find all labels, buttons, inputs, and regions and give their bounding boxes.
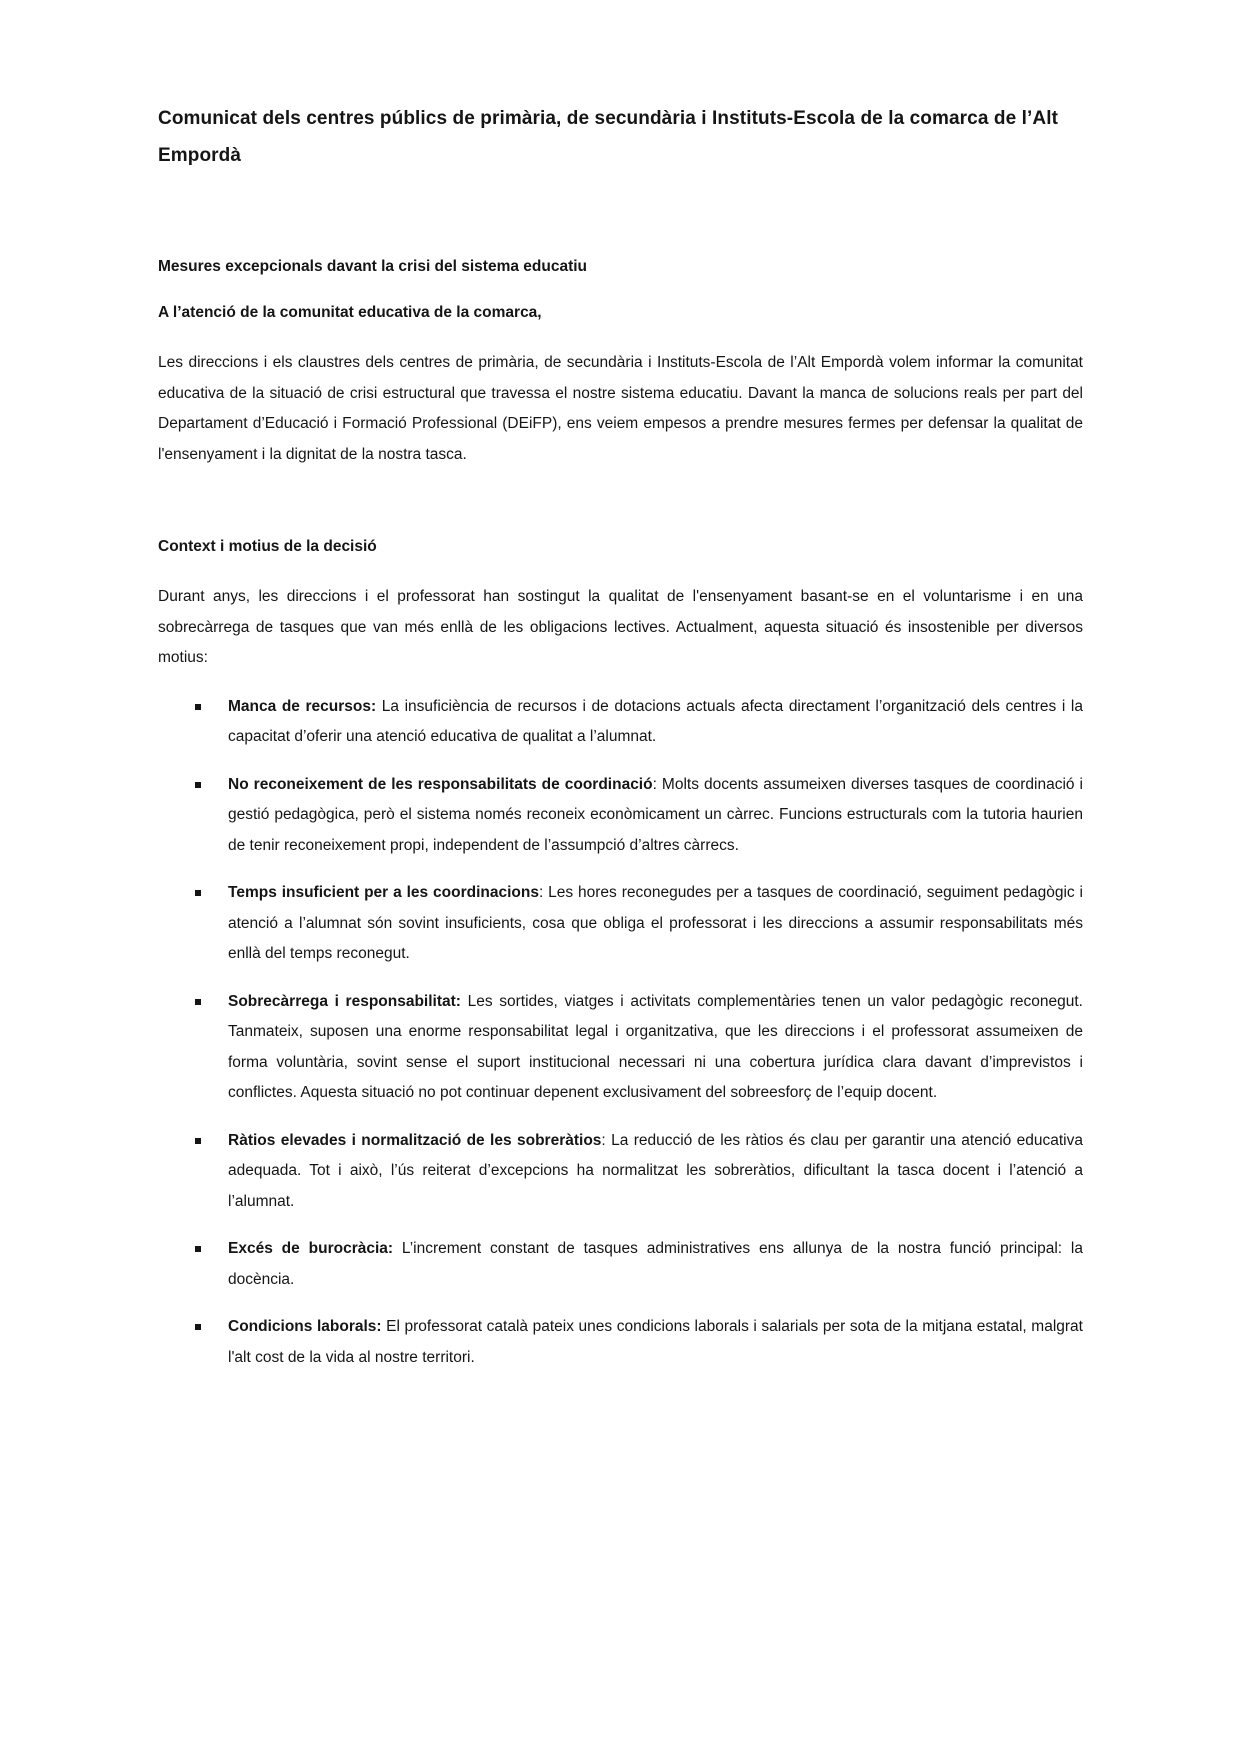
motius-list [158,692,1083,1374]
heading-context-motius: Context i motius de la decisió [158,538,377,555]
bullet-text: El professorat català pateix unes condicions laborals i salarials per sota de la mitjana estatal, malgrat l'alt cost de la vida al nostre territori. [228,1318,1083,1366]
bullet-square-icon [195,890,201,896]
context-paragraph: Durant anys, les direccions i el professorat han sostingut la qualitat de l'ensenyament basant-se en el voluntarisme i en una sobrecàrrega de tasques que van més enllà de les obligacions lectives. Actualment, aquesta situació és insostenible per diversos motius: [158,588,1083,666]
list-item-manca-recursos [158,692,1083,753]
bullet-lead: Sobrecàrrega i responsabilitat: [228,992,461,1010]
bullet-lead: Manca de recursos: [228,697,377,715]
bullet-text: L’increment constant de tasques administratives ens allunya de la nostra funció principal: la docència. [228,1240,1083,1288]
bullet-lead: Condicions laborals: [228,1318,382,1335]
list-item-sobrecarrega [158,987,1083,1109]
bullet-square-icon [195,999,201,1005]
bullet-square-icon [195,1324,201,1330]
bullet-lead: Excés de burocràcia: [228,1240,394,1257]
bullet-lead: Temps insuficient per a les coordinacions [228,884,539,901]
bullet-text: : La reducció de les ràtios és clau per garantir una atenció educativa adequada. Tot i això, l’ús reiterat d’excepcions ha normalitzat les sobreràtios, dificultant la tasca docent i l’atenció a l’alumnat. [228,1131,1083,1210]
bullet-square-icon [195,782,201,788]
bullet-text: : Les hores reconegudes per a tasques de coordinació, seguiment pedagògic i atenció a l’alumnat són sovint insuficients, cosa que obliga el professorat i les direccions a assumir responsabilitats més enllà del temps reconegut. [228,884,1084,962]
bullet-square-icon [195,1246,201,1252]
bullet-lead: No reconeixement de les responsabilitats de coordinació [228,775,653,793]
heading-atencio-comunitat: A l’atenció de la comunitat educativa de la comarca, [158,304,542,321]
intro-paragraph: Les direccions i els claustres dels centres de primària, de secundària i Instituts-Escola de l’Alt Empordà volem informar la comunitat educativa de la situació de crisi estructural que travessa el nostre sistema educatiu. Davant la manca de solucions reals per part del Departament d’Educació i Formació Professional (DEiFP), ens veiem empesos a prendre mesures fermes per defensar la qualitat de l'ensenyament i la dignitat de la nostra tasca. [158,354,1083,463]
list-item-temps-insuficient [158,878,1083,970]
bullet-text: La insuficiència de recursos i de dotacions actuals afecta directament l’organització dels centres i la capacitat d’oferir una atenció educativa de qualitat a l’alumnat. [228,697,1083,745]
list-item-condicions-laborals [158,1312,1083,1373]
bullet-text: Les sortides, viatges i activitats complementàries tenen un valor pedagògic reconegut. Tanmateix, suposen una enorme responsabilitat legal i organitzativa, que les direccions i el professorat assumeixen de forma voluntària, sovint sense el suport institucional necessari ni una cobertura jurídica clara davant d’imprevistos i conflictes. Aquesta situació no pot continuar depenent exclusivament del sobreesforç de l’equip docent. [228,992,1083,1101]
bullet-text: : Molts docents assumeixen diverses tasques de coordinació i gestió pedagògica, però el sistema només reconeix econòmicament un càrrec. Funcions estructurals com la tutoria haurien de tenir reconeixement propi, independent de l’assumpció d’altres càrrecs. [228,775,1083,854]
bullet-lead: Ràtios elevades i normalització de les sobreràtios [228,1131,602,1149]
heading-mesures-excepcionals: Mesures excepcionals davant la crisi del sistema educatiu [158,258,588,275]
list-item-ratios-elevades [158,1126,1083,1218]
document-title: Comunicat dels centres públics de primària, de secundària i Instituts-Escola de la comarca de l’Alt Empordà [158,108,1059,166]
list-item-exces-burocracia [158,1234,1083,1295]
bullet-square-icon [195,704,201,710]
bullet-square-icon [195,1138,201,1144]
list-item-no-reconeixement [158,770,1083,862]
